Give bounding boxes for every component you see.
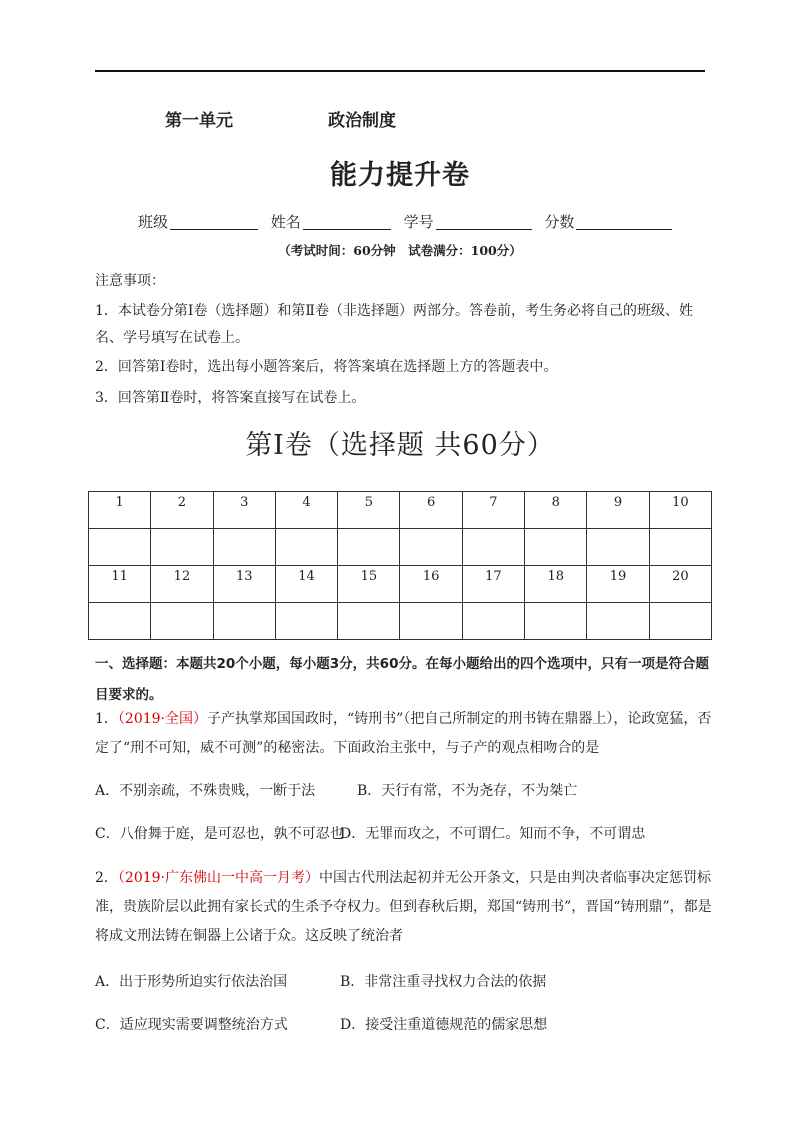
answer-table — [88, 491, 712, 640]
answer-cell[interactable] — [151, 603, 213, 640]
question-number: 20 — [649, 566, 711, 603]
question-number: 11 — [89, 566, 151, 603]
question-number: 16 — [400, 566, 462, 603]
student-id-blank[interactable] — [436, 213, 532, 230]
answer-cell[interactable] — [649, 603, 711, 640]
name-label: 姓名 — [270, 213, 301, 231]
answer-cell[interactable] — [275, 529, 337, 566]
student-info-fields — [138, 211, 680, 232]
answer-cell[interactable] — [89, 529, 151, 566]
page-title: 能力提升卷 — [330, 160, 470, 191]
answer-input-row — [89, 529, 712, 566]
question-number: 15 — [338, 566, 400, 603]
question-source: （2019·全国） — [117, 711, 208, 727]
answer-number-row — [89, 492, 712, 529]
student-id-field[interactable] — [404, 211, 532, 232]
score-label: 分数 — [544, 213, 575, 231]
unit-topic: 政治制度 — [328, 111, 396, 131]
option-c[interactable]: C．八佾舞于庭，是可忍也，孰不可忍也 — [95, 826, 344, 842]
answer-cell[interactable] — [338, 603, 400, 640]
question-text: 中国古代刑法起初并无公开条文，只是由判决者临事决定惩罚标准，贵族阶层以此拥有家长式的生杀予夺权力。但到春秋后期，郑国“铸刑书”，晋国“铸刑鼎”，都是将成文刑法铸在铜器上公诸于众。这反映了统治者 — [95, 870, 712, 944]
answer-cell[interactable] — [587, 529, 649, 566]
class-field[interactable] — [138, 211, 258, 232]
question-text: 子产执掌郑国国政时，“铸刑书”（把自己所制定的刑书铸在鼎器上），论政宽猛，否定了“刑不可知，威不可测”的秘密法。下面政治主张中，与子产的观点相吻合的是 — [95, 711, 712, 756]
option-d[interactable]: D．无罪而攻之，不可谓仁。知而不争，不可谓忠 — [340, 826, 646, 842]
notice-heading: 注意事项： — [95, 273, 165, 289]
answer-cell[interactable] — [151, 529, 213, 566]
answer-input-row — [89, 603, 712, 640]
question-number: 10 — [649, 492, 711, 529]
answer-cell[interactable] — [462, 603, 524, 640]
class-blank[interactable] — [170, 213, 258, 230]
answer-cell[interactable] — [525, 603, 587, 640]
answer-cell[interactable] — [525, 529, 587, 566]
question-number: 8 — [525, 492, 587, 529]
class-label: 班级 — [138, 213, 169, 231]
question-number: 6 — [400, 492, 462, 529]
answer-cell[interactable] — [400, 603, 462, 640]
question-number: 7 — [462, 492, 524, 529]
student-id-label: 学号 — [403, 213, 434, 231]
question-1-stem — [95, 705, 715, 763]
answer-cell[interactable] — [462, 529, 524, 566]
score-blank[interactable] — [576, 213, 672, 230]
question-number: 1 — [89, 492, 151, 529]
answer-number-row — [89, 566, 712, 603]
notice-item-2: 2．回答第Ⅰ卷时，选出每小题答案后，将答案填在选择题上方的答题表中。 — [95, 359, 558, 375]
question-number: 4 — [275, 492, 337, 529]
answer-cell[interactable] — [400, 529, 462, 566]
name-blank[interactable] — [303, 213, 391, 230]
option-b[interactable]: B．非常注重寻找权力合法的依据 — [340, 974, 547, 990]
notice-item-3: 3．回答第Ⅱ卷时，将答案直接写在试卷上。 — [95, 390, 366, 406]
answer-cell[interactable] — [338, 529, 400, 566]
question-source: （2019·广东佛山一中高一月考） — [117, 870, 320, 886]
option-c[interactable]: C．适应现实需要调整统治方式 — [95, 1017, 288, 1033]
notice-item-1: 1．本试卷分第Ⅰ卷（选择题）和第Ⅱ卷（非选择题）两部分。答卷前，考生务必将自己的班级、姓名、学号填写在试卷上。 — [95, 303, 693, 346]
answer-cell[interactable] — [587, 603, 649, 640]
question-number: 18 — [525, 566, 587, 603]
answer-cell[interactable] — [213, 603, 275, 640]
question-number-label: 2． — [95, 870, 118, 886]
option-a[interactable]: A．不别亲疏，不殊贵贱，一断于法 — [95, 783, 316, 799]
name-field[interactable] — [271, 211, 391, 232]
question-number: 12 — [151, 566, 213, 603]
exam-info: （考试时间：60分钟 试卷满分：100分） — [278, 243, 522, 258]
answer-cell[interactable] — [275, 603, 337, 640]
question-number: 9 — [587, 492, 649, 529]
question-number: 5 — [338, 492, 400, 529]
question-number: 2 — [151, 492, 213, 529]
question-number: 19 — [587, 566, 649, 603]
section-title: 第Ⅰ卷（选择题 共60分） — [245, 430, 555, 461]
answer-cell[interactable] — [213, 529, 275, 566]
unit-label: 第一单元 — [165, 111, 233, 131]
section-instruction: 一、选择题：本题共20个小题，每小题3分，共60分。在每小题给出的四个选项中，只有一项是符合题目要求的。 — [95, 656, 709, 703]
option-b[interactable]: B．天行有常，不为尧存，不为桀亡 — [357, 783, 578, 799]
header-rule — [95, 70, 705, 72]
question-number: 17 — [462, 566, 524, 603]
option-d[interactable]: D．接受注重道德规范的儒家思想 — [340, 1017, 548, 1033]
question-2-stem — [95, 864, 715, 951]
question-number: 13 — [213, 566, 275, 603]
option-a[interactable]: A．出于形势所迫实行依法治国 — [95, 974, 288, 990]
answer-cell[interactable] — [649, 529, 711, 566]
question-number-label: 1． — [95, 711, 118, 727]
question-number: 3 — [213, 492, 275, 529]
score-field[interactable] — [544, 211, 672, 232]
answer-cell[interactable] — [89, 603, 151, 640]
question-number: 14 — [275, 566, 337, 603]
